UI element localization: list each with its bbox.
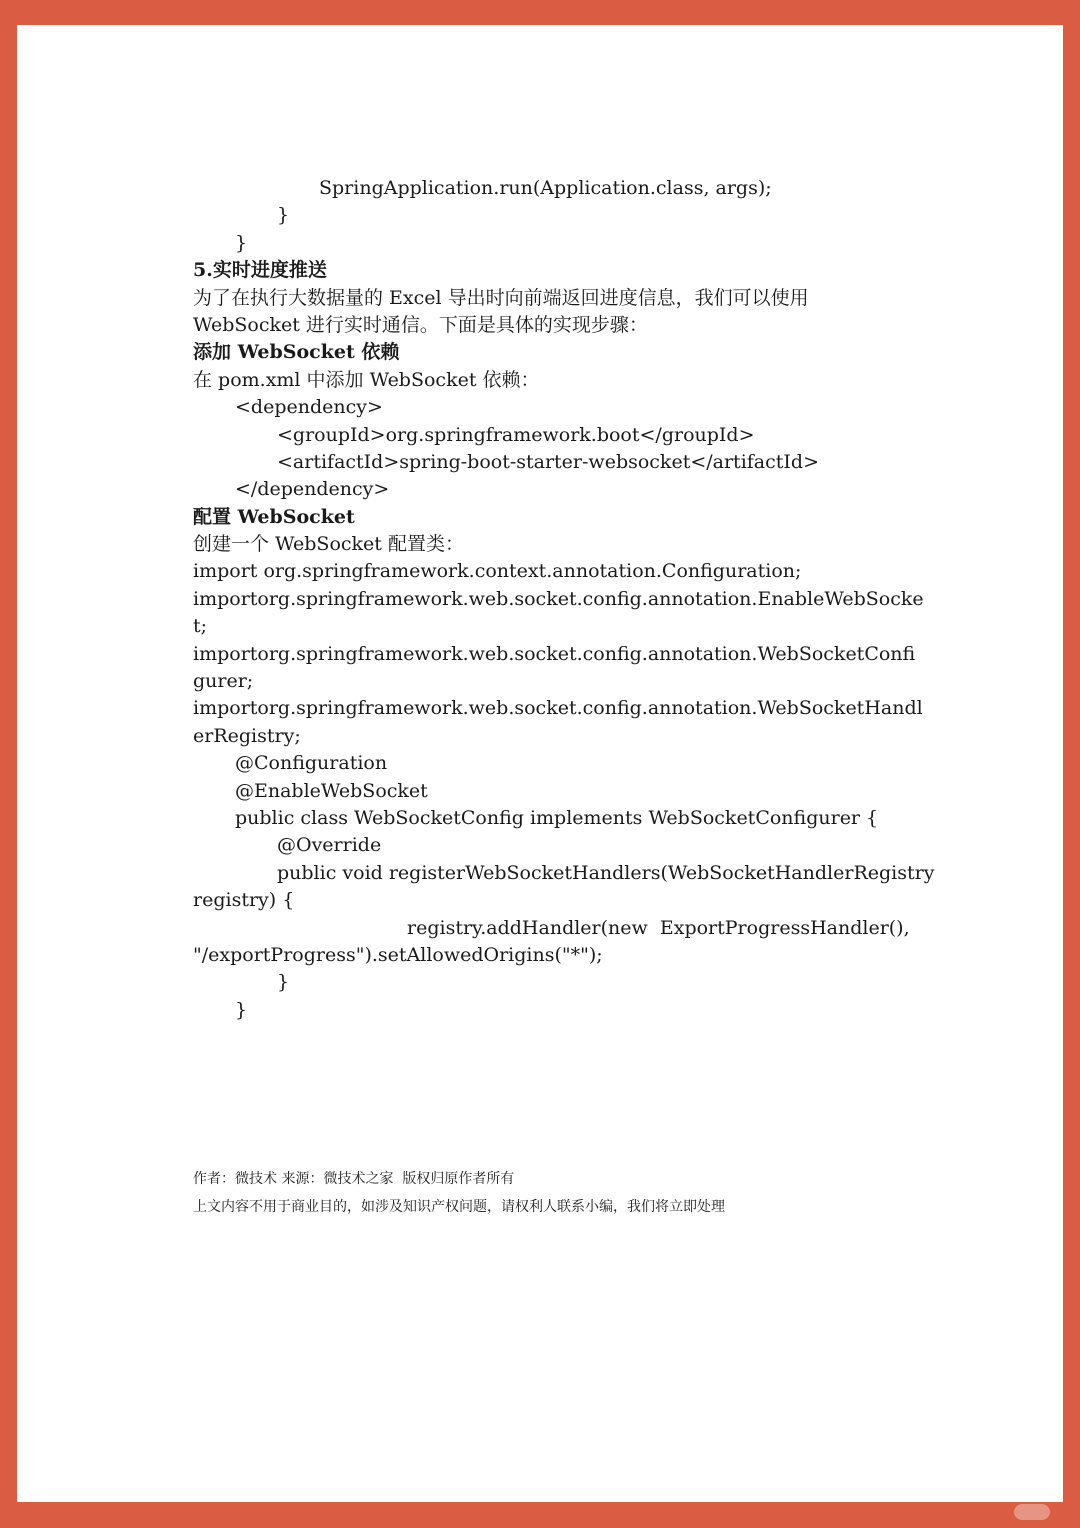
text-line: registry) {: [193, 889, 295, 912]
text-line: 为了在执行大数据量的 Excel 导出时向前端返回进度信息，我们可以使用: [193, 286, 809, 309]
section-heading: 添加 WebSocket 依赖: [193, 341, 400, 364]
text-line: }: [277, 204, 290, 227]
text-line: public class WebSocketConfig implements WebSocketConfigurer {: [235, 806, 879, 829]
text-line: public void registerWebSocketHandlers(WebSocketHandlerRegistry: [277, 861, 935, 884]
text-line: importorg.springframework.web.socket.config.annotation.EnableWebSocke: [193, 587, 924, 610]
text-line: 在 pom.xml 中添加 WebSocket 依赖：: [193, 368, 540, 391]
text-line: }: [277, 971, 290, 994]
footer-disclaimer-line: 上文内容不用于商业目的，如涉及知识产权问题，请权利人联系小编，我们将立即处理: [193, 1199, 725, 1215]
watermark-badge: [1014, 1504, 1050, 1520]
text-line: }: [235, 231, 248, 254]
text-line: importorg.springframework.web.socket.config.annotation.WebSocketConfi: [193, 642, 916, 665]
text-line: @EnableWebSocket: [235, 779, 428, 802]
text-line: <groupId>org.springframework.boot</groupId>: [277, 423, 755, 446]
text-line: 创建一个 WebSocket 配置类：: [193, 533, 464, 556]
text-line: gurer;: [193, 670, 254, 693]
text-line: erRegistry;: [193, 724, 301, 747]
text-line: SpringApplication.run(Application.class, args);: [319, 177, 772, 199]
text-line: importorg.springframework.web.socket.config.annotation.WebSocketHandl: [193, 697, 923, 720]
text-line: <dependency>: [235, 396, 383, 419]
text-line: registry.addHandler(new ExportProgressHandler(),: [407, 916, 910, 939]
text-line: }: [235, 998, 248, 1021]
section-heading: 配置 WebSocket: [193, 505, 355, 528]
text-line: "/exportProgress").setAllowedOrigins("*");: [193, 943, 603, 966]
text-line: @Configuration: [235, 752, 388, 775]
document-body: [193, 175, 933, 1024]
footer-author-line: 作者：微技术 来源：微技术之家 版权归原作者所有: [193, 1171, 515, 1187]
text-line: WebSocket 进行实时通信。下面是具体的实现步骤：: [193, 313, 648, 336]
text-line: @Override: [277, 834, 382, 857]
text-line: <artifactId>spring-boot-starter-websocket</artifactId>: [277, 450, 819, 473]
text-line: t;: [193, 615, 208, 638]
document-footer: [193, 1165, 725, 1221]
document-page: [17, 25, 1063, 1502]
text-line: import org.springframework.context.annotation.Configuration;: [193, 560, 802, 583]
text-line: </dependency>: [235, 478, 390, 501]
section-heading: 5.实时进度推送: [193, 259, 327, 282]
